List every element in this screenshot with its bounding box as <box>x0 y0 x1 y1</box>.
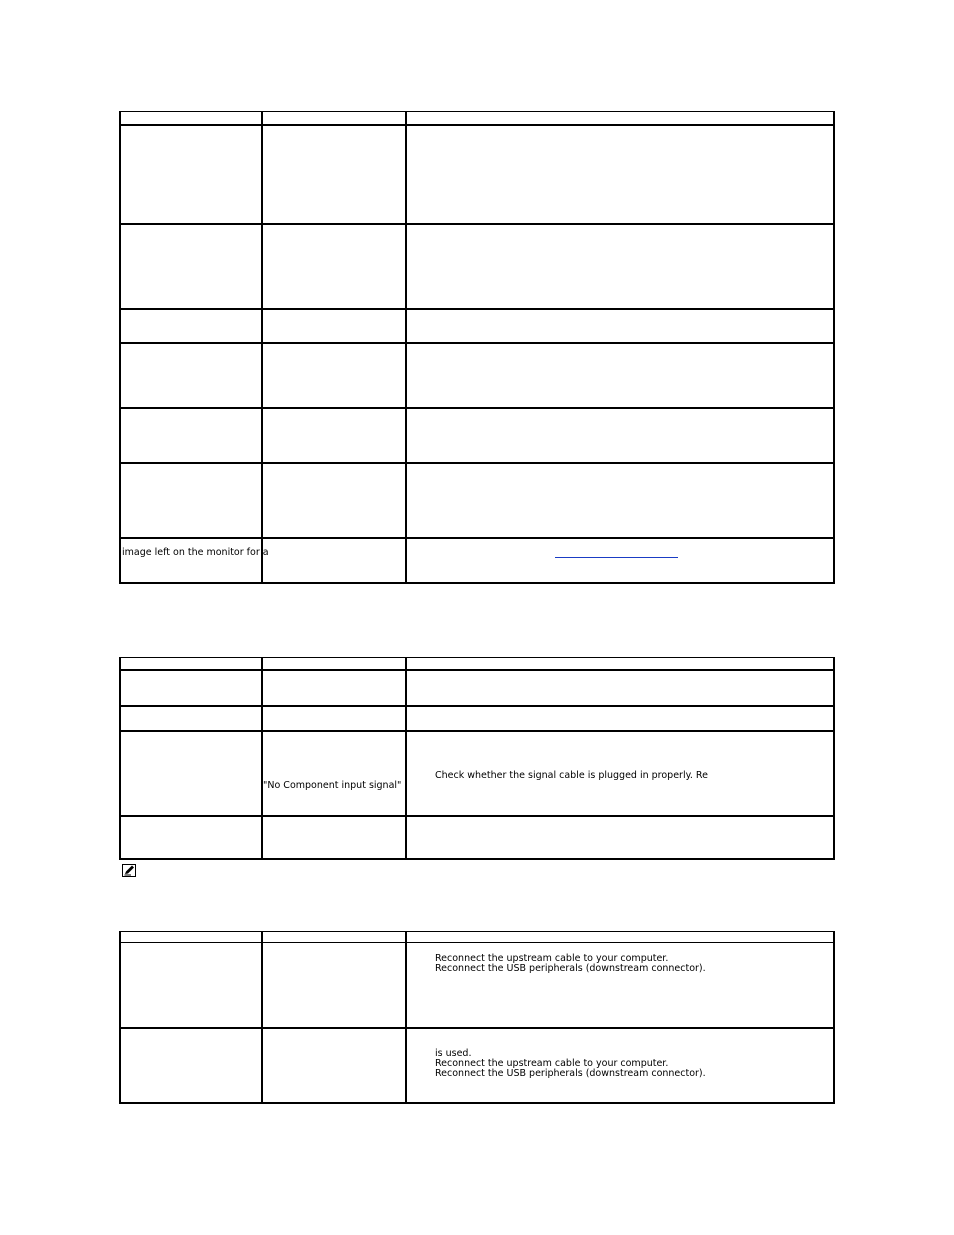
table-row <box>121 669 833 706</box>
hyperlink-underline[interactable] <box>555 557 678 558</box>
table-row <box>121 342 833 408</box>
table-row <box>121 308 833 343</box>
table-row <box>121 223 833 309</box>
troubleshooting-table-2 <box>119 657 835 860</box>
table-cell-text: is used. <box>435 1048 472 1059</box>
table-cell-text: Reconnect the upstream cable to your computer. <box>435 1058 669 1069</box>
troubleshooting-table-3 <box>119 931 835 1104</box>
table-cell-text: Check whether the signal cable is plugged in properly. Re <box>435 770 708 781</box>
table-row <box>121 815 833 859</box>
table-row <box>121 705 833 731</box>
table-row <box>121 407 833 463</box>
table-cell-text: Reconnect the upstream cable to your computer. <box>435 953 669 964</box>
troubleshooting-table-1 <box>119 111 835 584</box>
table-row <box>121 537 833 583</box>
table-cell-text: image left on the monitor for a <box>122 547 269 558</box>
note-pencil-icon <box>122 864 136 877</box>
table-row <box>121 462 833 538</box>
table-cell-text: Reconnect the USB peripherals (downstream connector). <box>435 1068 706 1079</box>
table-cell-text: "No Component input signal" <box>263 780 402 791</box>
table-row <box>121 124 833 224</box>
table-cell-text: Reconnect the USB peripherals (downstream connector). <box>435 963 706 974</box>
